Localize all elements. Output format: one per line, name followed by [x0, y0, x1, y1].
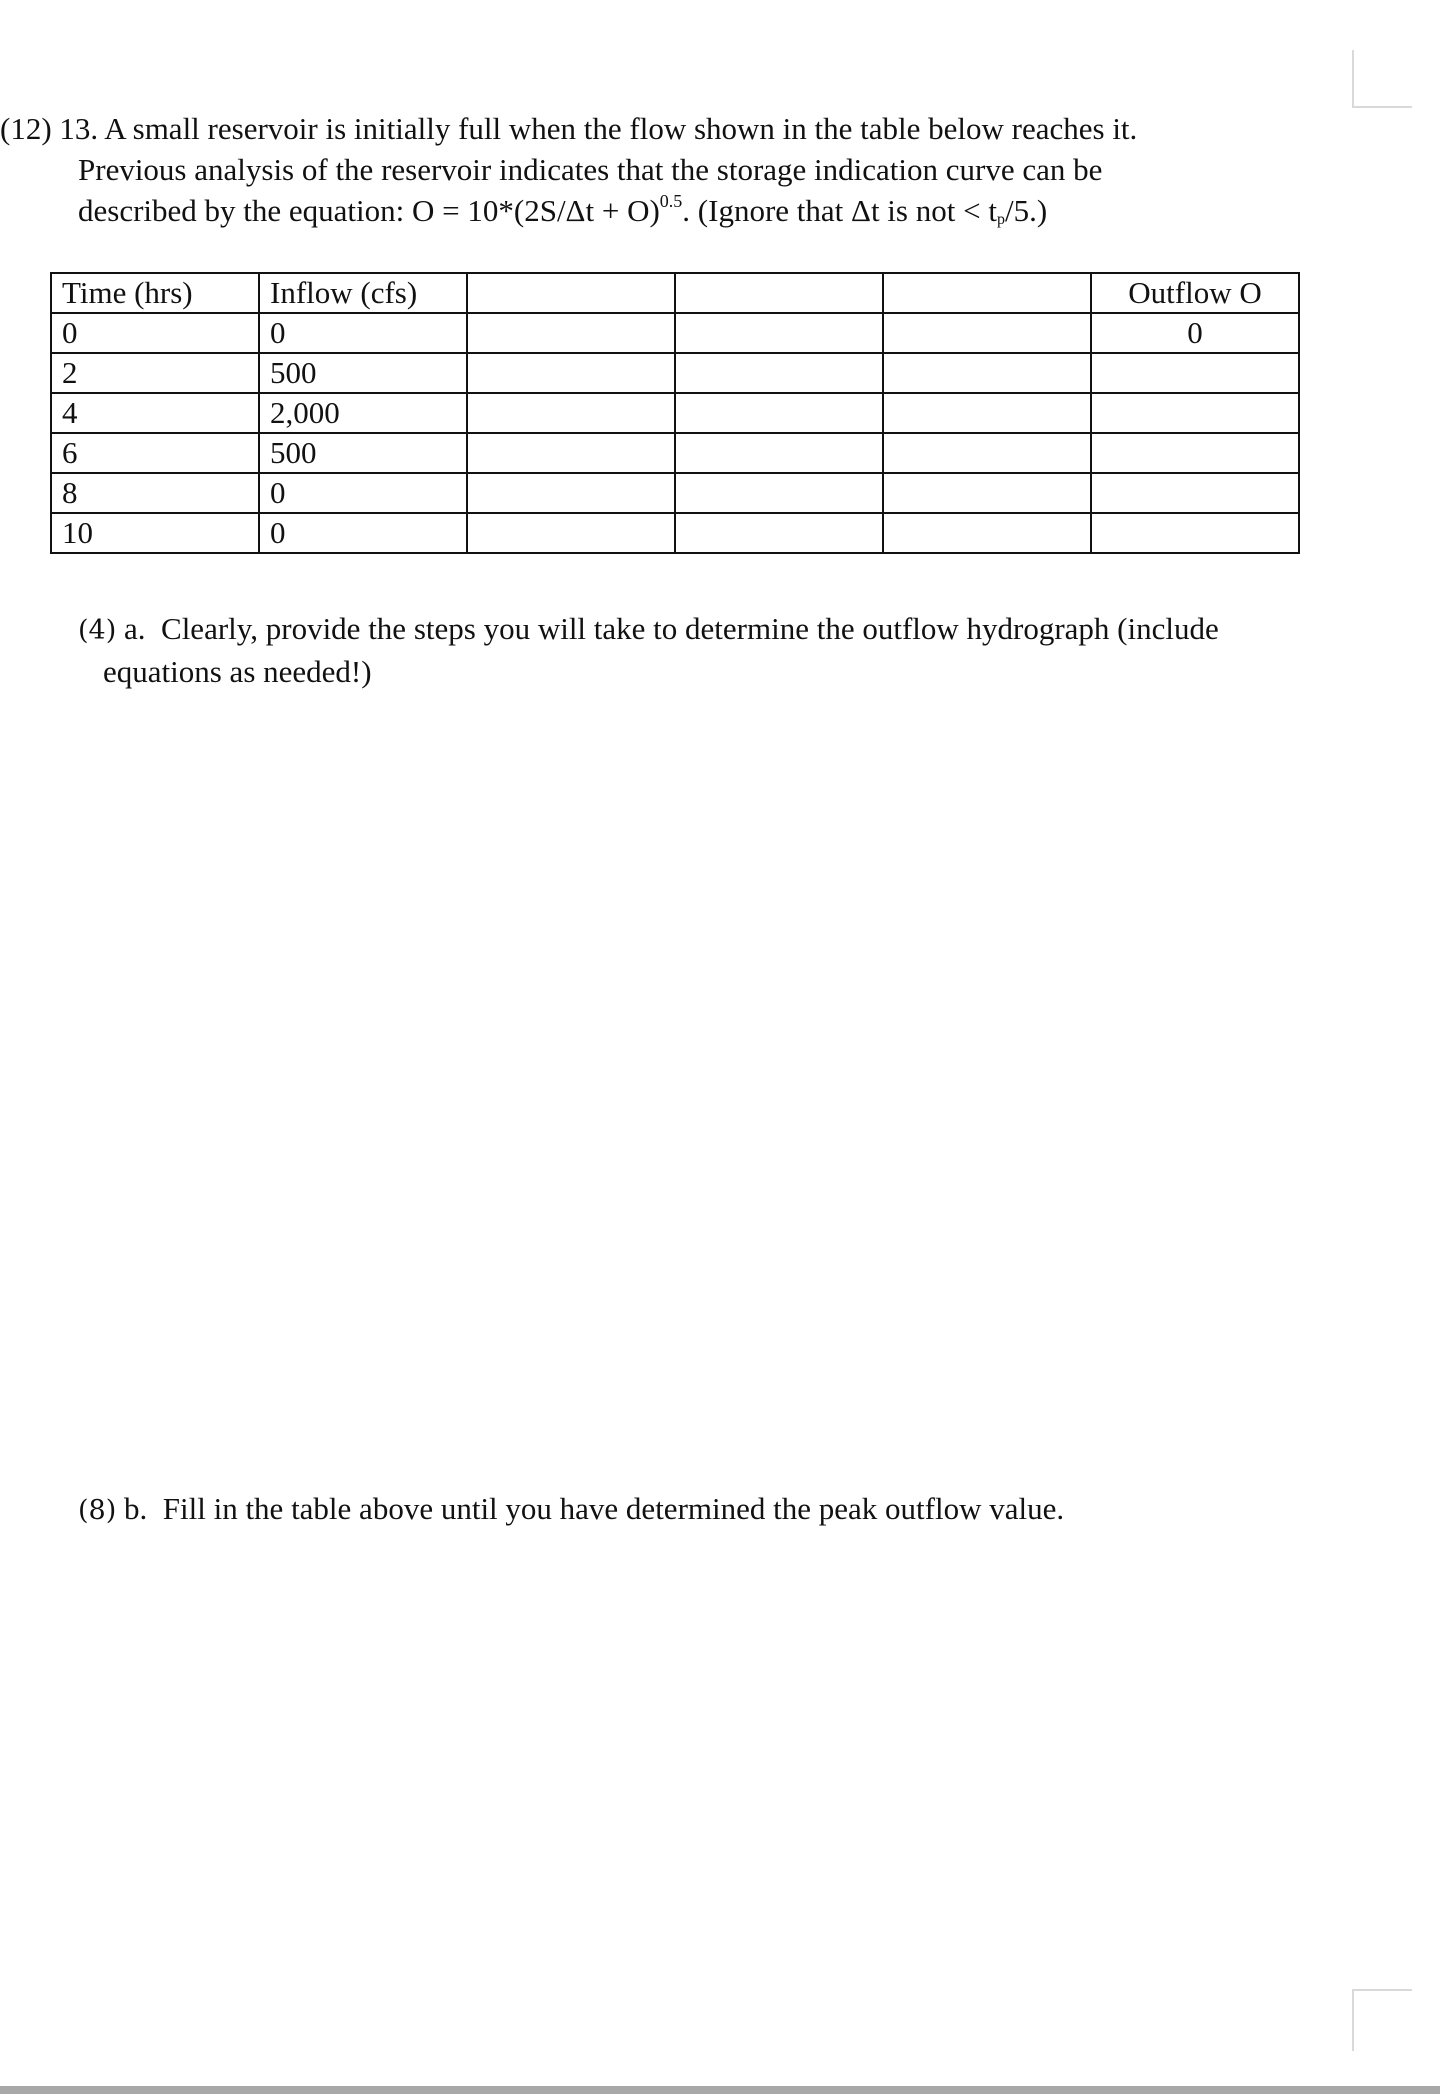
cell-blank — [675, 473, 883, 513]
cell-blank — [883, 473, 1091, 513]
part-a — [78, 608, 1368, 692]
cell-blank — [467, 313, 675, 353]
tp-subscript: p — [996, 211, 1005, 228]
cell-outflow — [1091, 433, 1299, 473]
part-b-label: b. — [124, 1491, 148, 1526]
question-line-3 — [0, 190, 1330, 231]
page-corner-mark-bottom — [1352, 1989, 1412, 2051]
header-outflow: Outflow O — [1091, 273, 1299, 313]
cell-blank — [675, 433, 883, 473]
cell-time: 10 — [51, 513, 259, 553]
cell-outflow — [1091, 513, 1299, 553]
cell-outflow — [1091, 393, 1299, 433]
cell-blank — [675, 513, 883, 553]
cell-time: 4 — [51, 393, 259, 433]
table-row — [51, 313, 1299, 353]
cell-blank — [675, 393, 883, 433]
cell-blank — [883, 513, 1091, 553]
part-a-text-1: Clearly, provide the steps you will take to determine the outflow hydrograph (include — [161, 611, 1219, 646]
cell-inflow: 0 — [259, 313, 467, 353]
cell-inflow: 0 — [259, 473, 467, 513]
question-line-1-text: A small reservoir is initially full when the flow shown in the table below reaches it. — [104, 111, 1138, 146]
cell-outflow — [1091, 353, 1299, 393]
flow-table — [50, 272, 1300, 554]
cell-blank — [883, 433, 1091, 473]
ignore-note-text: . (Ignore that Δt is not < t — [682, 193, 997, 228]
cell-inflow: 2,000 — [259, 393, 467, 433]
cell-blank — [883, 353, 1091, 393]
table-row — [51, 393, 1299, 433]
part-b-text: Fill in the table above until you have determined the peak outflow value. — [162, 1491, 1065, 1526]
question-line-1 — [0, 108, 1330, 149]
part-a-line-1 — [78, 608, 1368, 651]
cell-blank — [467, 353, 675, 393]
part-a-label: a. — [124, 611, 146, 646]
header-blank-3 — [883, 273, 1091, 313]
ignore-note-suffix: /5.) — [1004, 193, 1048, 228]
cell-inflow: 0 — [259, 513, 467, 553]
cell-blank — [675, 313, 883, 353]
cell-blank — [883, 393, 1091, 433]
cell-blank — [467, 473, 675, 513]
page-bottom-edge — [0, 2086, 1440, 2094]
table-row — [51, 433, 1299, 473]
table-header-row — [51, 273, 1299, 313]
header-blank-1 — [467, 273, 675, 313]
cell-outflow — [1091, 473, 1299, 513]
question-number: 13. — [59, 111, 99, 146]
table-row — [51, 353, 1299, 393]
cell-blank — [675, 353, 883, 393]
table-row — [51, 473, 1299, 513]
table-row — [51, 513, 1299, 553]
cell-time: 8 — [51, 473, 259, 513]
header-time: Time (hrs) — [51, 273, 259, 313]
header-blank-2 — [675, 273, 883, 313]
part-a-line-2: equations as needed!) — [103, 654, 372, 689]
cell-blank — [467, 433, 675, 473]
part-a-points: (4) — [78, 615, 117, 646]
cell-blank — [467, 513, 675, 553]
cell-time: 2 — [51, 353, 259, 393]
question-line-2: Previous analysis of the reservoir indicates that the storage indication curve can be — [78, 152, 1103, 187]
cell-blank — [467, 393, 675, 433]
cell-inflow: 500 — [259, 353, 467, 393]
cell-inflow: 500 — [259, 433, 467, 473]
part-b — [78, 1488, 1368, 1531]
equation-text: described by the equation: O = 10*(2S/Δt + O) — [78, 193, 660, 228]
question-13 — [0, 108, 1330, 231]
equation-exponent: 0.5 — [659, 191, 683, 211]
cell-time: 0 — [51, 313, 259, 353]
question-points: (12) — [0, 111, 52, 146]
cell-time: 6 — [51, 433, 259, 473]
part-b-points: (8) — [78, 1495, 117, 1526]
cell-blank — [883, 313, 1091, 353]
page-corner-mark-top — [1352, 50, 1412, 108]
cell-outflow: 0 — [1091, 313, 1299, 353]
header-inflow: Inflow (cfs) — [259, 273, 467, 313]
